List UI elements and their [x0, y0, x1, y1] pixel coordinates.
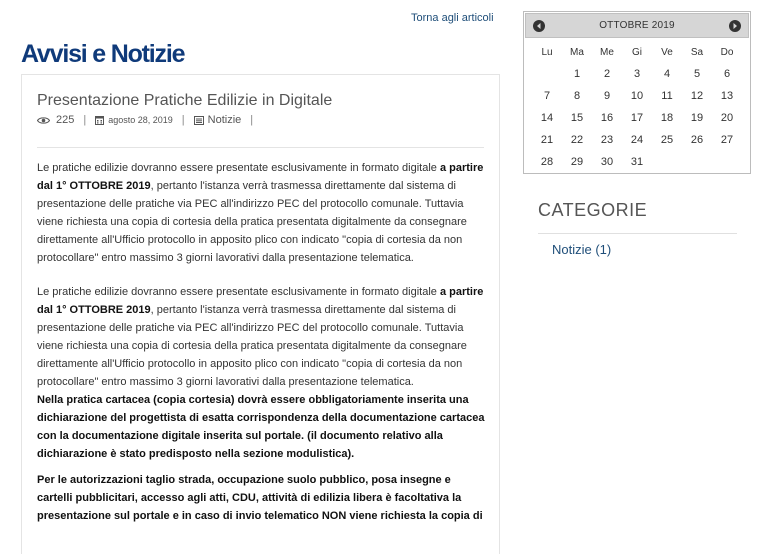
calendar-icon: [95, 115, 104, 125]
weekday-label: Sa: [690, 46, 704, 58]
page-title: Avvisi e Notizie: [21, 40, 185, 68]
calendar-week: [532, 107, 742, 129]
next-month-icon[interactable]: [728, 19, 742, 33]
meta-separator: |: [83, 114, 87, 126]
calendar-day[interactable]: 3: [633, 68, 641, 80]
calendar-day[interactable]: 14: [540, 112, 554, 124]
calendar-header: [525, 13, 749, 38]
meta-separator: |: [250, 114, 254, 126]
calendar-day[interactable]: 29: [570, 156, 584, 168]
calendar-day[interactable]: 12: [690, 90, 704, 102]
calendar-day[interactable]: 10: [630, 90, 644, 102]
eye-icon: [37, 116, 50, 125]
article-bold-paragraph: Per le autorizzazioni taglio strada, occupazione suolo pubblico, posa insegne e cartelli pubblicitari, accesso agli atti, CDU, attività di edilizia libera è facoltativa la presentazione sul portale e in caso di invio telematico NON viene richiesta la copia di: [37, 474, 483, 522]
category-item-notizie[interactable]: Notizie (1): [552, 242, 612, 257]
meta-separator: |: [181, 114, 185, 126]
calendar-widget: [523, 11, 751, 174]
calendar-grid: [532, 41, 742, 173]
calendar-day[interactable]: 4: [663, 68, 671, 80]
article-paragraph: Le pratiche edilizie dovranno essere presentate esclusivamente in formato digitale a partire dal 1° OTTOBRE 2019, pertanto l'istanza verrà trasmessa direttamente dal sistema di presentazione delle pratiche via PEC all'indirizzo PEC del protocollo comunale. Tuttavia viene richiesta una copia di cortesia della pratica presentata digitalmente da consegnare direttamente all'Ufficio protocollo in apposito plico con indicato "copia di cortesia da non protocollare" entro massimo 3 giorni lavorativi dalla presentazione telematica.: [37, 286, 484, 388]
weekday-label: Gi: [632, 46, 642, 58]
weekday-label: Ve: [661, 46, 673, 58]
calendar-day[interactable]: 30: [600, 156, 614, 168]
calendar-day[interactable]: 27: [720, 134, 734, 146]
article-bold-paragraph: Nella pratica cartacea (copia cortesia) dovrà essere obbligatoriamente inserita una dichiarazione del progettista di esatta corrispondenza della documentazione cartacea con la documentazione digitale inserita sul portale. (il documento relativo alla dichiarazione è stato predisposto nella sezione modulistica).: [37, 394, 485, 460]
calendar-day[interactable]: 22: [570, 134, 584, 146]
article-divider: [37, 147, 484, 148]
calendar-day[interactable]: 25: [660, 134, 674, 146]
categories-title: CATEGORIE: [538, 200, 648, 220]
calendar-day[interactable]: 31: [630, 156, 644, 168]
calendar-day[interactable]: 9: [603, 90, 611, 102]
calendar-day[interactable]: 13: [720, 90, 734, 102]
category-list-icon: [194, 116, 204, 125]
calendar-day[interactable]: 8: [573, 90, 581, 102]
calendar-day[interactable]: 19: [690, 112, 704, 124]
calendar-day[interactable]: 28: [540, 156, 554, 168]
categories-divider: [538, 233, 737, 234]
article-category[interactable]: Notizie: [207, 114, 242, 126]
weekday-label: Me: [600, 46, 614, 58]
calendar-day[interactable]: 26: [690, 134, 704, 146]
weekday-label: Lu: [541, 46, 553, 58]
calendar-day[interactable]: 18: [660, 112, 674, 124]
calendar-weekdays: [532, 41, 742, 63]
article-body: [37, 159, 487, 533]
calendar-day[interactable]: 21: [540, 134, 554, 146]
calendar-day[interactable]: 15: [570, 112, 584, 124]
calendar-week: [532, 63, 742, 85]
article-card: [21, 74, 500, 554]
calendar-day[interactable]: 23: [600, 134, 614, 146]
calendar-day[interactable]: 16: [600, 112, 614, 124]
calendar-day[interactable]: 2: [603, 68, 611, 80]
calendar-day[interactable]: 7: [543, 90, 551, 102]
publish-date: agosto 28, 2019: [108, 115, 173, 125]
article-title: Presentazione Pratiche Edilizie in Digitale: [37, 92, 333, 109]
calendar-day[interactable]: 1: [573, 68, 581, 80]
view-count: 225: [56, 114, 75, 126]
calendar-week: [532, 151, 742, 173]
calendar-day[interactable]: 6: [723, 68, 731, 80]
weekday-label: Ma: [570, 46, 584, 58]
calendar-week: [532, 85, 742, 107]
calendar-day[interactable]: 17: [630, 112, 644, 124]
back-to-articles-link[interactable]: Torna agli articoli: [411, 12, 494, 24]
calendar-month: OTTOBRE 2019: [599, 20, 675, 31]
calendar-day[interactable]: 5: [693, 68, 701, 80]
calendar-day[interactable]: 11: [661, 90, 673, 102]
article-paragraph: Le pratiche edilizie dovranno essere presentate esclusivamente in formato digitale a partire dal 1° OTTOBRE 2019, pertanto l'istanza verrà trasmessa direttamente dal sistema di presentazione delle pratiche via PEC all'indirizzo PEC del protocollo comunale. Tuttavia viene richiesta una copia di cortesia della pratica presentata digitalmente da consegnare direttamente all'Ufficio protocollo in apposito plico con indicato "copia di cortesia da non protocollare" entro massimo 3 giorni lavorativi dalla presentazione telematica.: [37, 162, 484, 264]
calendar-week: [532, 129, 742, 151]
calendar-day[interactable]: 20: [720, 112, 734, 124]
weekday-label: Do: [720, 46, 734, 58]
article-meta: [37, 114, 262, 126]
calendar-day[interactable]: 24: [630, 134, 644, 146]
